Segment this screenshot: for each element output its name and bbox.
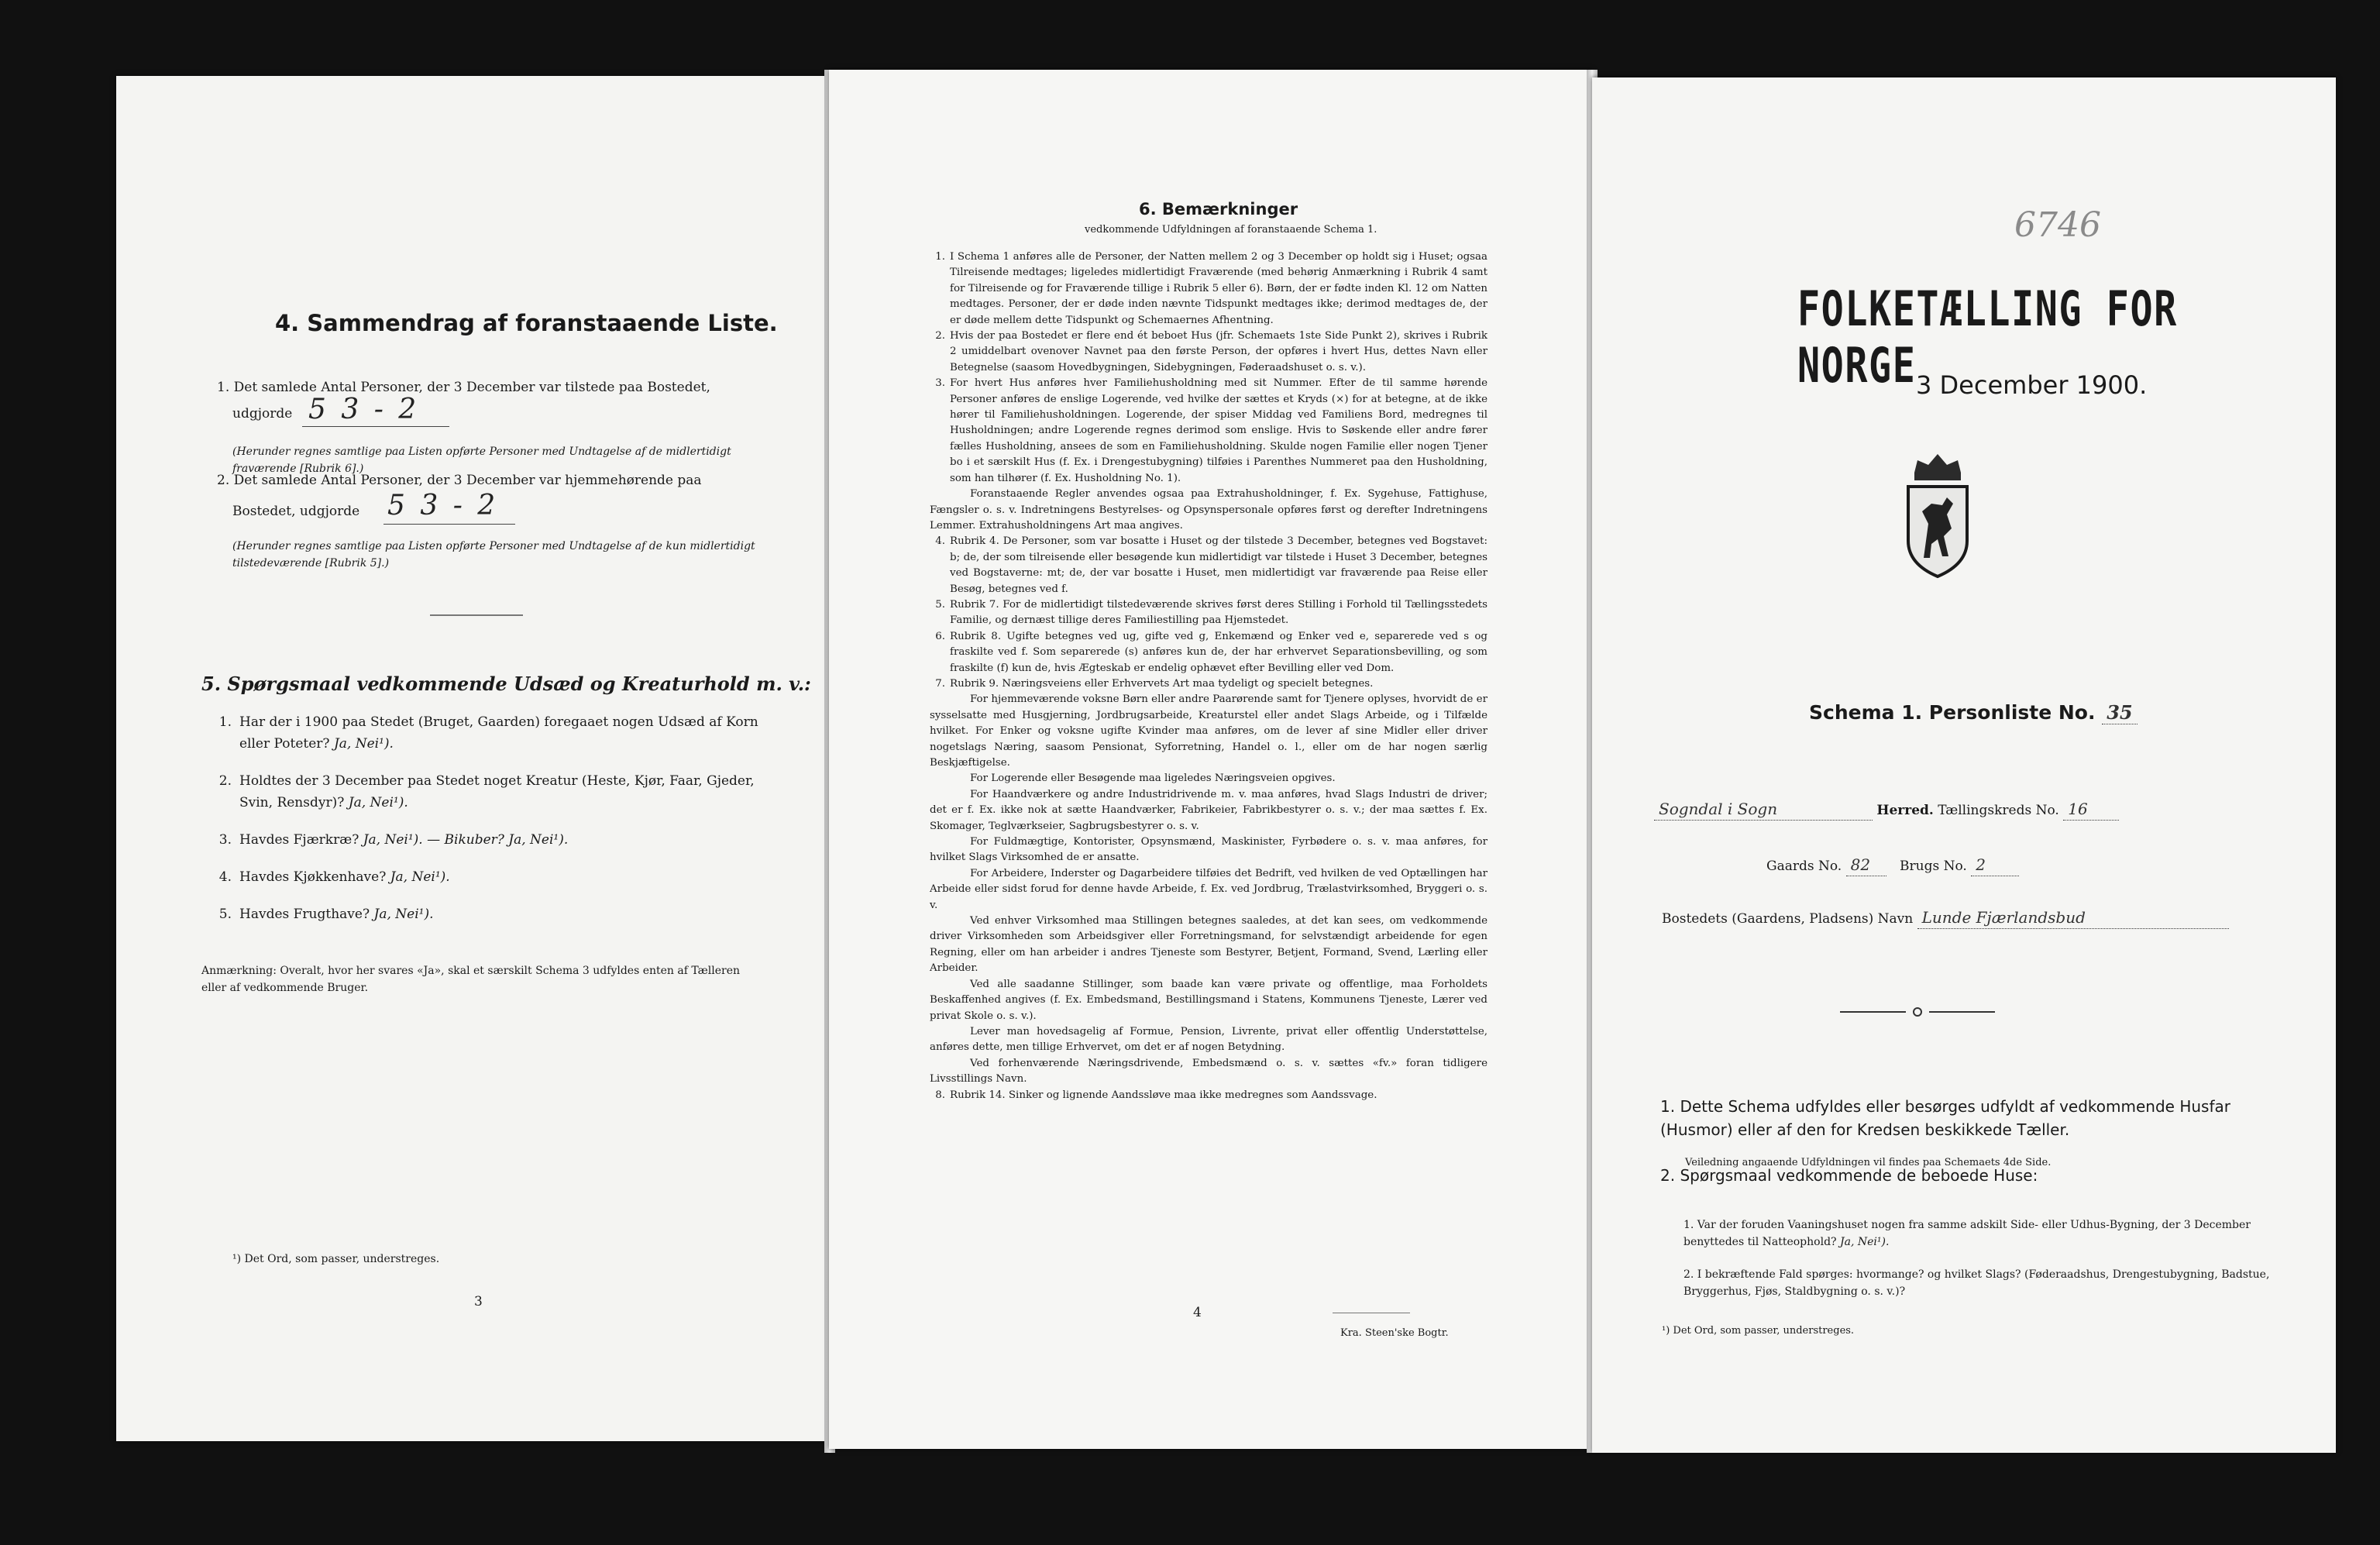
divider [430,614,523,616]
section5-title: 5. Spørgsmaal vedkommende Udsæd og Kreaturhold m. v.: [201,673,811,695]
remark-para-2: For Logerende eller Besøgende maa ligeledes Næringsveien opgives. [970,772,1336,785]
ornament-divider [1840,1004,1995,1023]
remark-item-2: 2. Hvis der paa Bostedet er flere end ét beboet Hus (jfr. Schemaets 1ste Side Punkt 2), skrives i Rubrik 2 umiddelbart ovenover Navnet paa den første Person, der opføres i hvert Hus, dettes Navn eller Betegnelse (saasom Hovedbygningen, Sidebygningen, Føderaadshuset o. s. v.). [935,330,1488,373]
section4-title: 4. Sammendrag af foranstaaende Liste. [275,310,778,336]
item1-text: 1. Det samlede Antal Personer, der 3 December var tilstede paa Bostedet, [217,380,710,395]
item1-handwritten-value: 5 3 - 2 [308,394,420,425]
house-question-1: 1. Var der foruden Vaaningshuset nogen fra samme adskilt Side- eller Udhus-Bygning, der 3 December benyttedes til Natteophold? Ja, Nei¹). [1684,1219,2251,1248]
remarks-title: 6. Bemærkninger [1139,200,1298,219]
footnote: ¹) Det Ord, som passer, understreges. [232,1253,440,1265]
instruction-1: 1. Dette Schema udfyldes eller besørges udfyldt af vedkommende Husfar (Husmor) eller af den for Kredsen beskikkede Tæller. [1660,1097,2230,1139]
remark-item-6: 6. Rubrik 8. Ugifte betegnes ved ug, gifte ved g, Enkemænd og Enker ved e, separerede ved s og fraskilte ved f. Som separerede (s) anføres kun de, der har erhvervet Separationsbevilling, og som fraskilte (f) kun de, hvis Ægteskab er endelig ophævet efter Bevilling eller ved Dom. [935,630,1488,674]
questions-list [205,711,779,925]
question-5: 5. Havdes Frugthave? Ja, Nei¹). [218,907,434,922]
question-1: 1. Har der i 1900 paa Stedet (Bruget, Gaarden) foregaaet nogen Udsæd af Korn eller Poteter? Ja, Nei¹). [218,714,758,752]
page-middle [829,70,1592,1449]
item2-handwritten-value: 5 3 - 2 [387,490,499,521]
remarks-subtitle: vedkommende Udfyldningen af foranstaaende Schema 1. [1085,224,1377,236]
remark: Anmærkning: Overalt, hvor her svares «Ja», skal et særskilt Schema 3 udfyldes enten af Tælleren eller af vedkommende Bruger. [201,965,741,994]
remark-para-9: Ved forhenværende Næringsdrivende, Embedsmænd o. s. v. sættes «fv.» foran tidligere Livsstillings Navn. [930,1057,1488,1086]
gaard-line: Gaards No. 82 Brugs No. 2 [1766,854,2019,877]
ornament-icon [1840,1004,1995,1020]
remark-para-7: Ved alle saadanne Stillinger, som baade kan være private og offentlige, maa Forholdets Beskaffenhed angives (f. Ex. Embedsmand, Bestillingsmand i Statens, Kommunens Tjeneste, Lærer ved privat Skole o. s. v.). [930,978,1488,1022]
coat-of-arms [1900,449,1975,584]
question-3: 3. Havdes Fjærkræ? Ja, Nei¹). — Bikuber? Ja, Nei¹). [218,832,569,848]
question-2: 2. Holdtes der 3 December paa Stedet noget Kreatur (Heste, Kjør, Faar, Gjeder, Svin, Rensdyr)? Ja, Nei¹). [218,773,755,810]
remark-item-7: 7. Rubrik 9. Næringsveiens eller Erhvervets Art maa tydeligt og specielt betegnes. [935,677,1374,690]
instruction-1-note: Veiledning angaaende Udfyldningen vil findes paa Schemaets 4de Side. [1685,1157,2052,1168]
remark-para-6: Ved enhver Virksomhed maa Stillingen betegnes saaledes, at det kan sees, om vedkommende driver Virksomheden som Arbeidsgiver eller Forretningsmand, for selvstændigt arbeidende for egen Regning, eller om han arbeider i andres Tjeneste som Bestyrer, Betjent, Formand, Svend, Lærling eller Arbeider. [930,915,1488,975]
house-question-2: 2. I bekræftende Fald spørges: hvormange? og hvilket Slags? (Føderaadshus, Drengestubygning, Badstue, Bryggerhus, Fjøs, Staldbygning o. s. v.)? [1684,1268,2270,1298]
census-date: 3 December 1900. [1916,370,2148,400]
item1-label: udgjorde [232,406,293,422]
remark-item-4: 4. Rubrik 4. De Personer, som var bosatte i Huset og der tilstede 3 December, betegnes ved Bogstavet: b; de, der som tilreisende eller besøgende kun midlertidigt var tilstede i Huset 3 December, betegnes ved Bogstaverne: mt; de, der var bosatte i Huset, men midlertidigt var fraværende paa Reise eller Besøg, betegnes ved f. [935,535,1488,595]
remarks-body [930,249,1488,1103]
item1-note: (Herunder regnes samtlige paa Listen opførte Personer med Undtagelse af de midlertidigt fraværende [Rubrik 6].) [232,446,731,475]
remark-para-extrahus: Foranstaaende Regler anvendes ogsaa paa Extrahusholdninger, f. Ex. Sygehuse, Fattighuse, Fængsler o. s. v. Indretningens Bestyrelses- og Opsynspersonale opføres først og derefter Indretningens Lemmer. Extrahusholdningens Art maa angives. [930,488,1488,532]
page-number-middle: 4 [1193,1305,1202,1320]
remark-para-8: Lever man hovedsagelig af Formue, Pension, Livrente, privat eller offentlig Understøttelse, anføres dette, men tillige Erhvervet, om det er af nogen Betydning. [930,1025,1488,1054]
bosted-line: Bostedets (Gaardens, Pladsens) Navn Lunde Fjærlandsbud [1662,907,2320,930]
schema-line: Schema 1. Personliste No. 35 [1809,701,2138,724]
footnote-right: ¹) Det Ord, som passer, understreges. [1662,1325,1855,1337]
remark-para-1: For hjemmeværende voksne Børn eller andre Paarørende samt for Tjenere oplyses, hvorvidt de er sysselsatte med Husgjerning, Jordbrugsarbeide, Kreaturstel eller andet Slags Arbeide, og i Tilfælde hvilket. For Enker og voksne ugifte Kvinder maa anføres, om de lever af sine Midler eller driver nogetslags Næring, saasom Pensionat, Syforretning, Handel o. l., eller om de har nogen særlig Beskjæftigelse. [930,693,1488,769]
archive-number: 6746 [2014,205,2101,245]
main-title: FOLKETÆLLING FOR NORGE [1797,280,2178,394]
remark-item-8: 8. Rubrik 14. Sinker og lignende Aandssløve maa ikke medregnes som Aandssvage. [935,1089,1377,1101]
instruction-2: 2. Spørgsmaal vedkommende de beboede Huse: [1660,1166,2038,1185]
herred-line: Sogndal i Sogn Herred. Tællingskreds No. 16 [1654,798,2305,821]
remark-item-5: 5. Rubrik 7. For de midlertidigt tilstedeværende skrives først deres Stilling i Forhold til Tællingsstedets Familie, og dernæst tillige deres Familiestilling paa Hjemstedet. [935,598,1488,627]
item2-label: Bostedet, udgjorde [232,504,360,519]
page-left [116,76,829,1441]
remark-para-3: For Haandværkere og andre Industridrivende m. v. maa anføres, hvad Slags Industri de driver; det er f. Ex. ikke nok at sætte Haandværker, Fabrikeier, Fabrikbestyrer o. s. v.; der maa sættes f. Ex. Skomager, Teglværkseier, Sagbrugsbestyrer o. s. v. [930,788,1488,832]
remark-para-4: For Fuldmægtige, Kontorister, Opsynsmænd, Maskinister, Fyrbødere o. s. v. maa anføres, for hvilket Slags Virksomhed de er ansatte. [930,836,1488,864]
remark-item-3: 3. For hvert Hus anføres hver Familiehusholdning med sit Nummer. Efter de til samme hørende Personer anføres de enslige Logerende, ved hvilke der sættes et Kryds (×) for at betegne, at de ikke hører til Familiehusholdningen. Logerende, der spiser Middag ved Familiens Bord, medregnes til Husholdningen; andre Logerende regnes derimod som enslige. Hvis to Søskende eller andre fører fælles Husholdning, ansees de som en Familiehusholdning. Skulde nogen Familie eller nogen Tjener bo i et særskilt Hus (f. Ex. i Drengestubygning) tilføies i Parenthes Nummeret paa den Husholdning, som han tilhører (f. Ex. Husholdning No. 1). [935,377,1488,484]
page-number: 3 [474,1294,483,1309]
coat-of-arms-icon [1900,449,1975,581]
printer-mark: Kra. Steen'ske Bogtr. [1340,1327,1449,1339]
remark-para-5: For Arbeidere, Inderster og Dagarbeidere tilføies det Bedrift, ved hvilken de ved Optællingen har Arbeide eller sidst forud for denne havde Arbeide, f. Ex. ved Jordbrug, Trælastvirksomhed, Bryggeri o. s. v. [930,867,1488,911]
page-right [1592,77,2336,1453]
item2-note: (Herunder regnes samtlige paa Listen opførte Personer med Undtagelse af de kun midlertidigt tilstedeværende [Rubrik 5].) [232,540,755,569]
question-4: 4. Havdes Kjøkkenhave? Ja, Nei¹). [218,869,450,885]
remark-item-1: 1. I Schema 1 anføres alle de Personer, der Natten mellem 2 og 3 December op holdt sig i Huset; ogsaa Tilreisende medtages; ligeledes midlertidigt Fraværende (med behørig Anmærkning i Rubrik 4 samt for Tilreisende og for Fraværende tillige i Rubrik 5 eller 6). Børn, der er fødte inden Kl. 12 om Natten medtages. Personer, der er døde inden nævnte Tidspunkt medtages ikke; derimod medtages de, der er døde mellem dette Tidspunkt og Schemaernes Afhentning. [935,251,1488,326]
item2-text: 2. Det samlede Antal Personer, der 3 December var hjemmehørende paa [217,473,702,488]
